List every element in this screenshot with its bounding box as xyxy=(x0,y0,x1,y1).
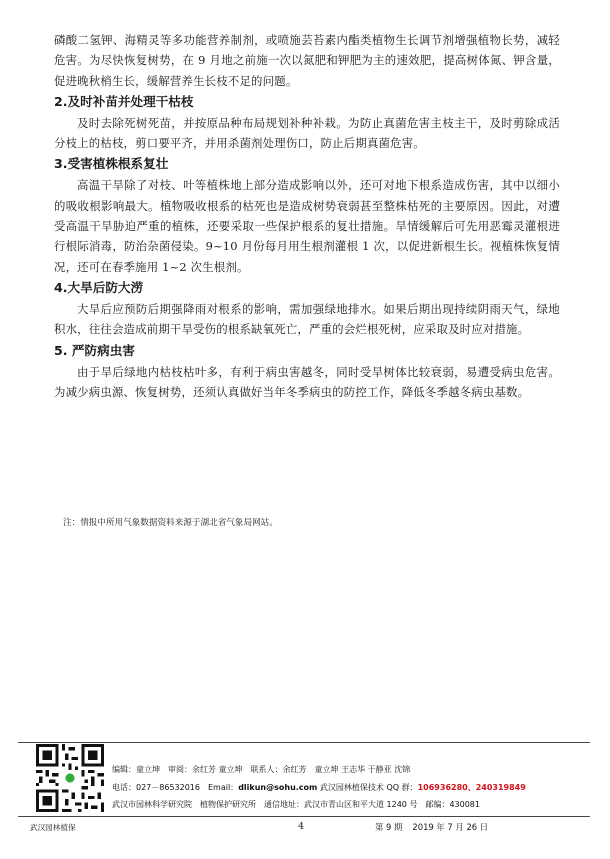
institution-address: 武汉市园林科学研究院 植物保护研究所 通信地址：武汉市青山区和平大道 1240 号 邮编：430081 xyxy=(112,800,480,809)
section-4-heading: 4.大旱后防大涝 xyxy=(54,279,144,295)
qr-code-image xyxy=(36,744,104,812)
section-4-text: 大旱后应预防后期强降雨对根系的影响，需加强绿地排水。如果后期出现持续阴雨天气，绿地积水，往往会造成前期干旱受伤的根系缺氧死亡，严重的会烂根死树，应采取及时应对措施。 xyxy=(54,301,560,337)
article-body xyxy=(54,30,560,402)
footer-divider-top xyxy=(18,742,590,743)
qr-caption: 武汉园林植保 xyxy=(30,823,76,832)
qq-group-numbers: 106936280、240319849 xyxy=(417,783,526,792)
footer-divider-bottom xyxy=(18,816,590,817)
qq-label: 武汉园林植保技术 QQ 群： xyxy=(317,783,418,792)
section-3-text: 高温干旱除了对枝、叶等植株地上部分造成影响以外，还可对地下根系造成伤害，其中以细小的吸收根影响最大。植物吸收根系的枯死也是造成树势衰弱甚至整株枯死的主要原因。因此，对遭受高温干旱胁迫严重的植株，还要采取一些保护根系的复壮措施。旱情缓解后可先用恶霉灵灌根进行根际消毒，防治杂菌侵染。9~10 月份每月用生根剂灌根 1 次，以促进新根生长。视植株恢复情况，还可在春季施用 1~2 次生根剂。 xyxy=(54,178,561,274)
editorial-credits: 编辑：童立坤 审阅：余红芳 童立坤 联系人：余红芳 童立坤 王志华 于静亚 沈锦 xyxy=(112,765,411,774)
paragraph-continued: 磷酸二氢钾、海精灵等多功能营养制剂，或喷施芸苔素内酯类植物生长调节剂增强植物长势，减轻危害。为尽快恢复树势，在 9 月地之前施一次以氮肥和钾肥为主的速效肥，提高树体氮、钾含量，促进晚秋梢生长，缓解营养生长枝不足的问题。 xyxy=(54,33,560,88)
email-link[interactable]: dlikun@sohu.com xyxy=(238,783,318,792)
issue-info xyxy=(375,821,488,833)
contact-line xyxy=(112,782,526,793)
page-number: 4 xyxy=(298,821,305,832)
section-5-heading: 5. 严防病虫害 xyxy=(54,342,135,358)
phone-label: 电话：027－86532016 Email： xyxy=(112,783,239,792)
section-3-heading: 3.受害植株根系复壮 xyxy=(54,156,169,172)
issue-date: 2019 年 7 月 26 日 xyxy=(412,822,489,832)
section-2-heading: 2.及时补苗并处理干枯枝 xyxy=(54,93,194,109)
data-source-note: 注：情报中所用气象数据资料来源于湖北省气象局网站。 xyxy=(63,518,278,528)
section-2-text: 及时去除死树死苗，并按原品种布局规划补种补栽。为防止真菌危害主枝主干，及时剪除成活分枝上的枯枝，剪口要平齐，并用杀菌剂处理伤口，防止后期真菌危害。 xyxy=(54,115,560,151)
section-5-text: 由于旱后绿地内枯枝枯叶多，有利于病虫害越冬，同时受旱树体比较衰弱，易遭受病虫危害。为减少病虫源、恢复树势，还须认真做好当年冬季病虫的防控工作，降低冬季越冬病虫基数。 xyxy=(54,364,560,399)
issue-number: 第 9 期 xyxy=(375,822,403,832)
